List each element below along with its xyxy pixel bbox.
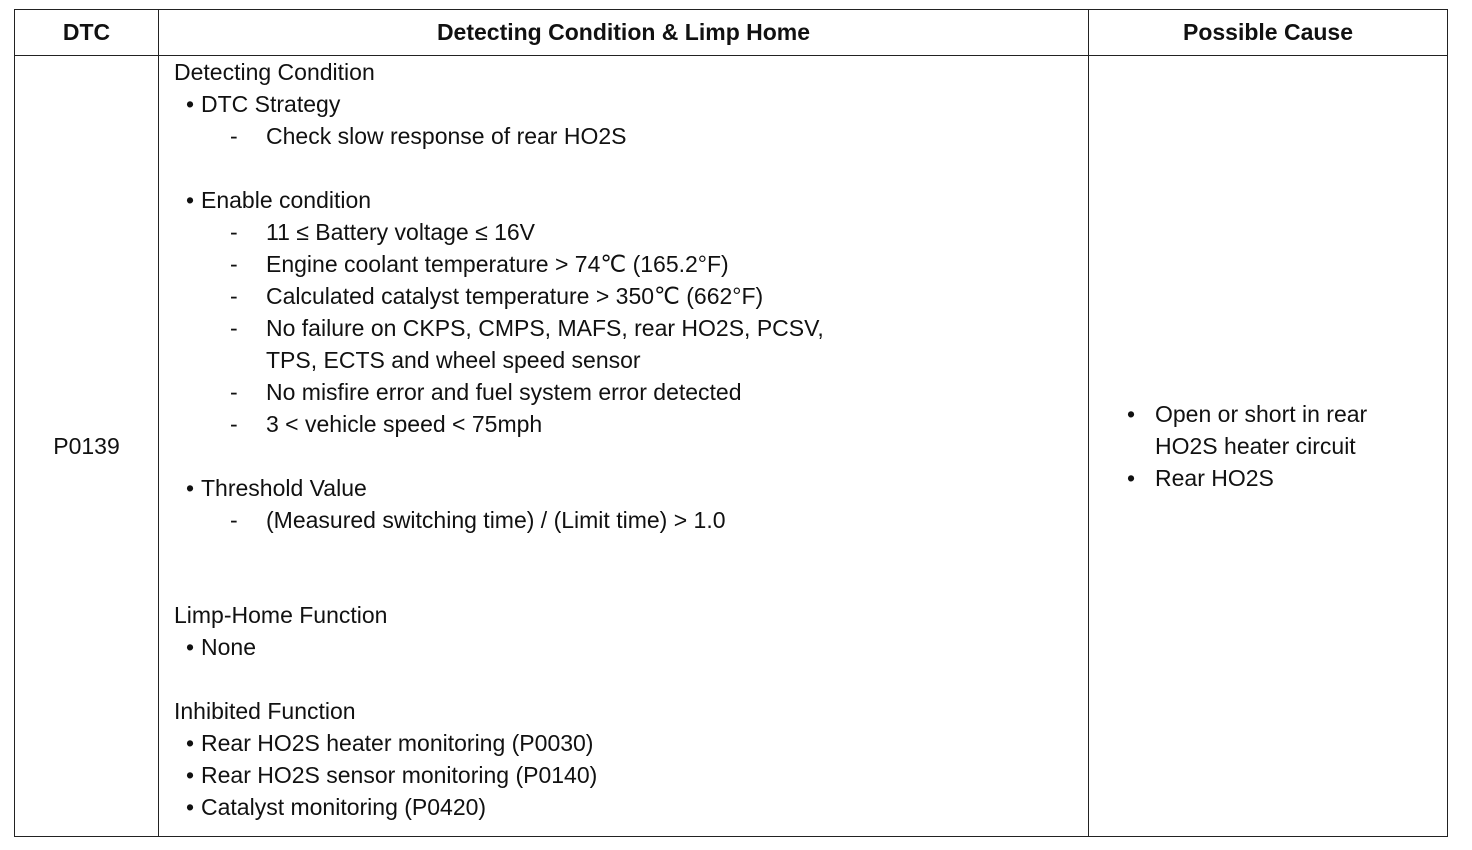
possible-cause-cell [1089, 56, 1448, 837]
enable-condition-item: - No misfire error and fuel system error detected [159, 376, 1088, 408]
enable-condition-item: - 11 ≤ Battery voltage ≤ 16V [159, 216, 1088, 248]
header-detecting-condition: Detecting Condition & Limp Home [159, 10, 1089, 56]
enable-condition-item: - 3 < vehicle speed < 75mph [159, 408, 1088, 440]
enable-condition-item: - Engine coolant temperature > 74℃ (165.2°F) [159, 248, 1088, 280]
enable-condition-item: - No failure on CKPS, CMPS, MAFS, rear HO2S, PCSV, [159, 312, 1088, 344]
inhibited-function-item: • Rear HO2S sensor monitoring (P0140) [159, 759, 1088, 791]
header-dtc: DTC [15, 10, 159, 56]
dtc-code: P0139 [15, 56, 159, 837]
detecting-condition-title: Detecting Condition [174, 59, 375, 85]
threshold-value-label: • Threshold Value [159, 472, 1088, 504]
enable-condition-label: • Enable condition [159, 184, 1088, 216]
dtc-strategy-label: • DTC Strategy [159, 88, 1088, 120]
inhibited-function-title: Inhibited Function [174, 698, 356, 724]
dtc-strategy-item: - Check slow response of rear HO2S [159, 120, 1088, 152]
enable-condition-item-continued: TPS, ECTS and wheel speed sensor [266, 347, 641, 373]
header-possible-cause: Possible Cause [1089, 10, 1448, 56]
inhibited-function-item: • Catalyst monitoring (P0420) [159, 791, 1088, 823]
detecting-condition-cell [159, 56, 1089, 837]
limp-home-title: Limp-Home Function [174, 602, 388, 628]
threshold-value-item: - (Measured switching time) / (Limit time) > 1.0 [159, 504, 1088, 536]
possible-cause-item: • Rear HO2S [1155, 462, 1427, 494]
dtc-table [14, 9, 1448, 837]
enable-condition-item: - Calculated catalyst temperature > 350℃ (662°F) [159, 280, 1088, 312]
possible-cause-item: • Open or short in rear HO2S heater circuit [1155, 398, 1427, 462]
header-row [15, 10, 1448, 56]
table-row [15, 56, 1448, 837]
inhibited-function-item: • Rear HO2S heater monitoring (P0030) [159, 727, 1088, 759]
limp-home-item: • None [159, 631, 1088, 663]
